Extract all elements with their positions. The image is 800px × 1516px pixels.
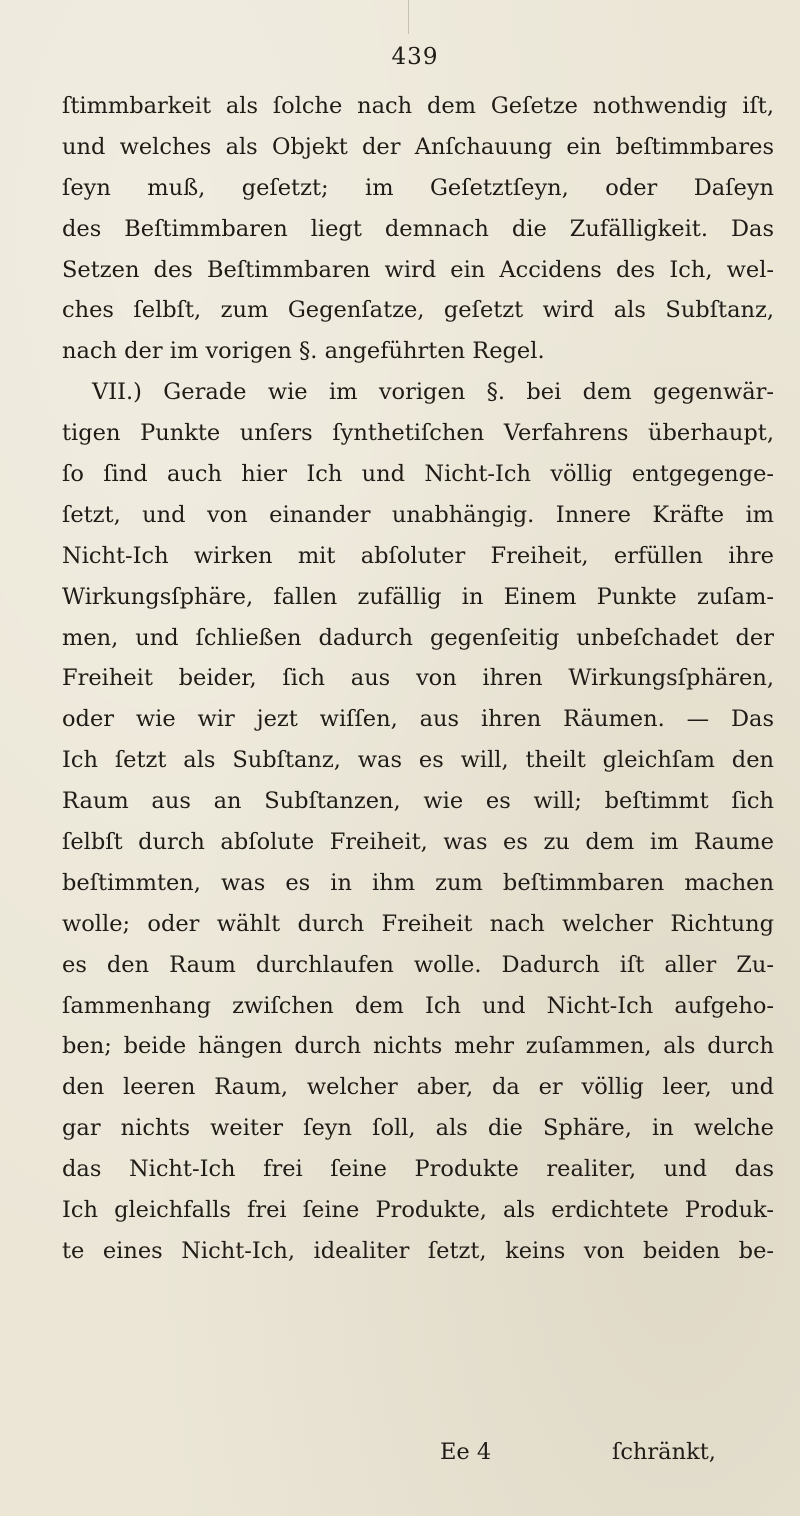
text-line-28: Ich gleichfalls frei ſeine Produkte, als erdichtete Produk-	[62, 1197, 774, 1224]
text-line-1: ſtimmbarkeit als ſolche nach dem Geſetze nothwendig iſt,	[62, 93, 774, 119]
text-line-10: ſo ſind auch hier Ich und Nicht-Ich völlig entgegenge-	[62, 461, 774, 488]
text-line-9: tigen Punkte unſers ſynthetiſchen Verfahrens überhaupt,	[62, 420, 774, 447]
text-line-8: VII.) Gerade wie im vorigen §. bei dem gegenwär-	[92, 379, 774, 406]
catchword: ſchränkt,	[612, 1439, 716, 1465]
text-line-4: des Beſtimmbaren liegt demnach die Zufälligkeit. Das	[62, 215, 774, 242]
signature-mark: Ee 4	[440, 1439, 492, 1465]
text-line-26: gar nichts weiter ſeyn ſoll, als die Sphäre, in welche	[62, 1115, 774, 1142]
text-line-13: Wirkungsſphäre, fallen zufällig in Einem Punkte zuſam-	[62, 583, 774, 610]
text-line-25: den leeren Raum, welcher aber, da er völlig leer, und	[62, 1074, 774, 1101]
text-line-20: beſtimmten, was es in ihm zum beſtimmbaren machen	[62, 869, 774, 896]
text-line-15: Freiheit beider, ſich aus von ihren Wirkungsſphären,	[62, 665, 774, 692]
text-line-22: es den Raum durchlaufen wolle. Dadurch iſt aller Zu-	[62, 951, 774, 978]
text-line-23: ſammenhang zwiſchen dem Ich und Nicht-Ich aufgeho-	[62, 992, 774, 1019]
text-line-5: Setzen des Beſtimmbaren wird ein Accidens des Ich, wel-	[62, 256, 774, 283]
text-line-29: te eines Nicht-Ich, idealiter ſetzt, keins von beiden be-	[62, 1237, 774, 1264]
text-line-11: ſetzt, und von einander unabhängig. Innere Kräfte im	[62, 501, 774, 528]
gutter-mark	[408, 0, 409, 34]
text-line-7: nach der im vorigen §. angeführten Regel.	[62, 338, 545, 365]
text-line-19: ſelbſt durch abſolute Freiheit, was es zu dem im Raume	[62, 829, 774, 856]
text-line-3: ſeyn muß, geſetzt; im Geſetztſeyn, oder Daſeyn	[62, 174, 774, 201]
text-line-2: und welches als Objekt der Anſchauung ein beſtimmbares	[62, 133, 774, 160]
text-line-6: ches ſelbſt, zum Gegenſatze, geſetzt wird als Subſtanz,	[62, 297, 774, 324]
text-line-14: men, und ſchließen dadurch gegenſeitig unbeſchadet der	[62, 624, 774, 651]
text-line-12: Nicht-Ich wirken mit abſoluter Freiheit, erfüllen ihre	[62, 542, 774, 569]
text-line-16: oder wie wir jezt wiſſen, aus ihren Räumen. — Das	[62, 706, 774, 733]
footer-line	[0, 1432, 800, 1472]
text-line-24: ben; beide hängen durch nichts mehr zuſammen, als durch	[62, 1033, 774, 1060]
text-line-21: wolle; oder wählt durch Freiheit nach welcher Richtung	[62, 910, 774, 937]
text-line-17: Ich ſetzt als Subſtanz, was es will, theilt gleichſam den	[62, 747, 774, 774]
page-number: 439	[391, 44, 439, 70]
body-text	[62, 86, 774, 1272]
text-line-18: Raum aus an Subſtanzen, wie es will; beſtimmt ſich	[62, 788, 774, 815]
text-line-27: das Nicht-Ich frei ſeine Produkte realiter, und das	[62, 1156, 774, 1183]
